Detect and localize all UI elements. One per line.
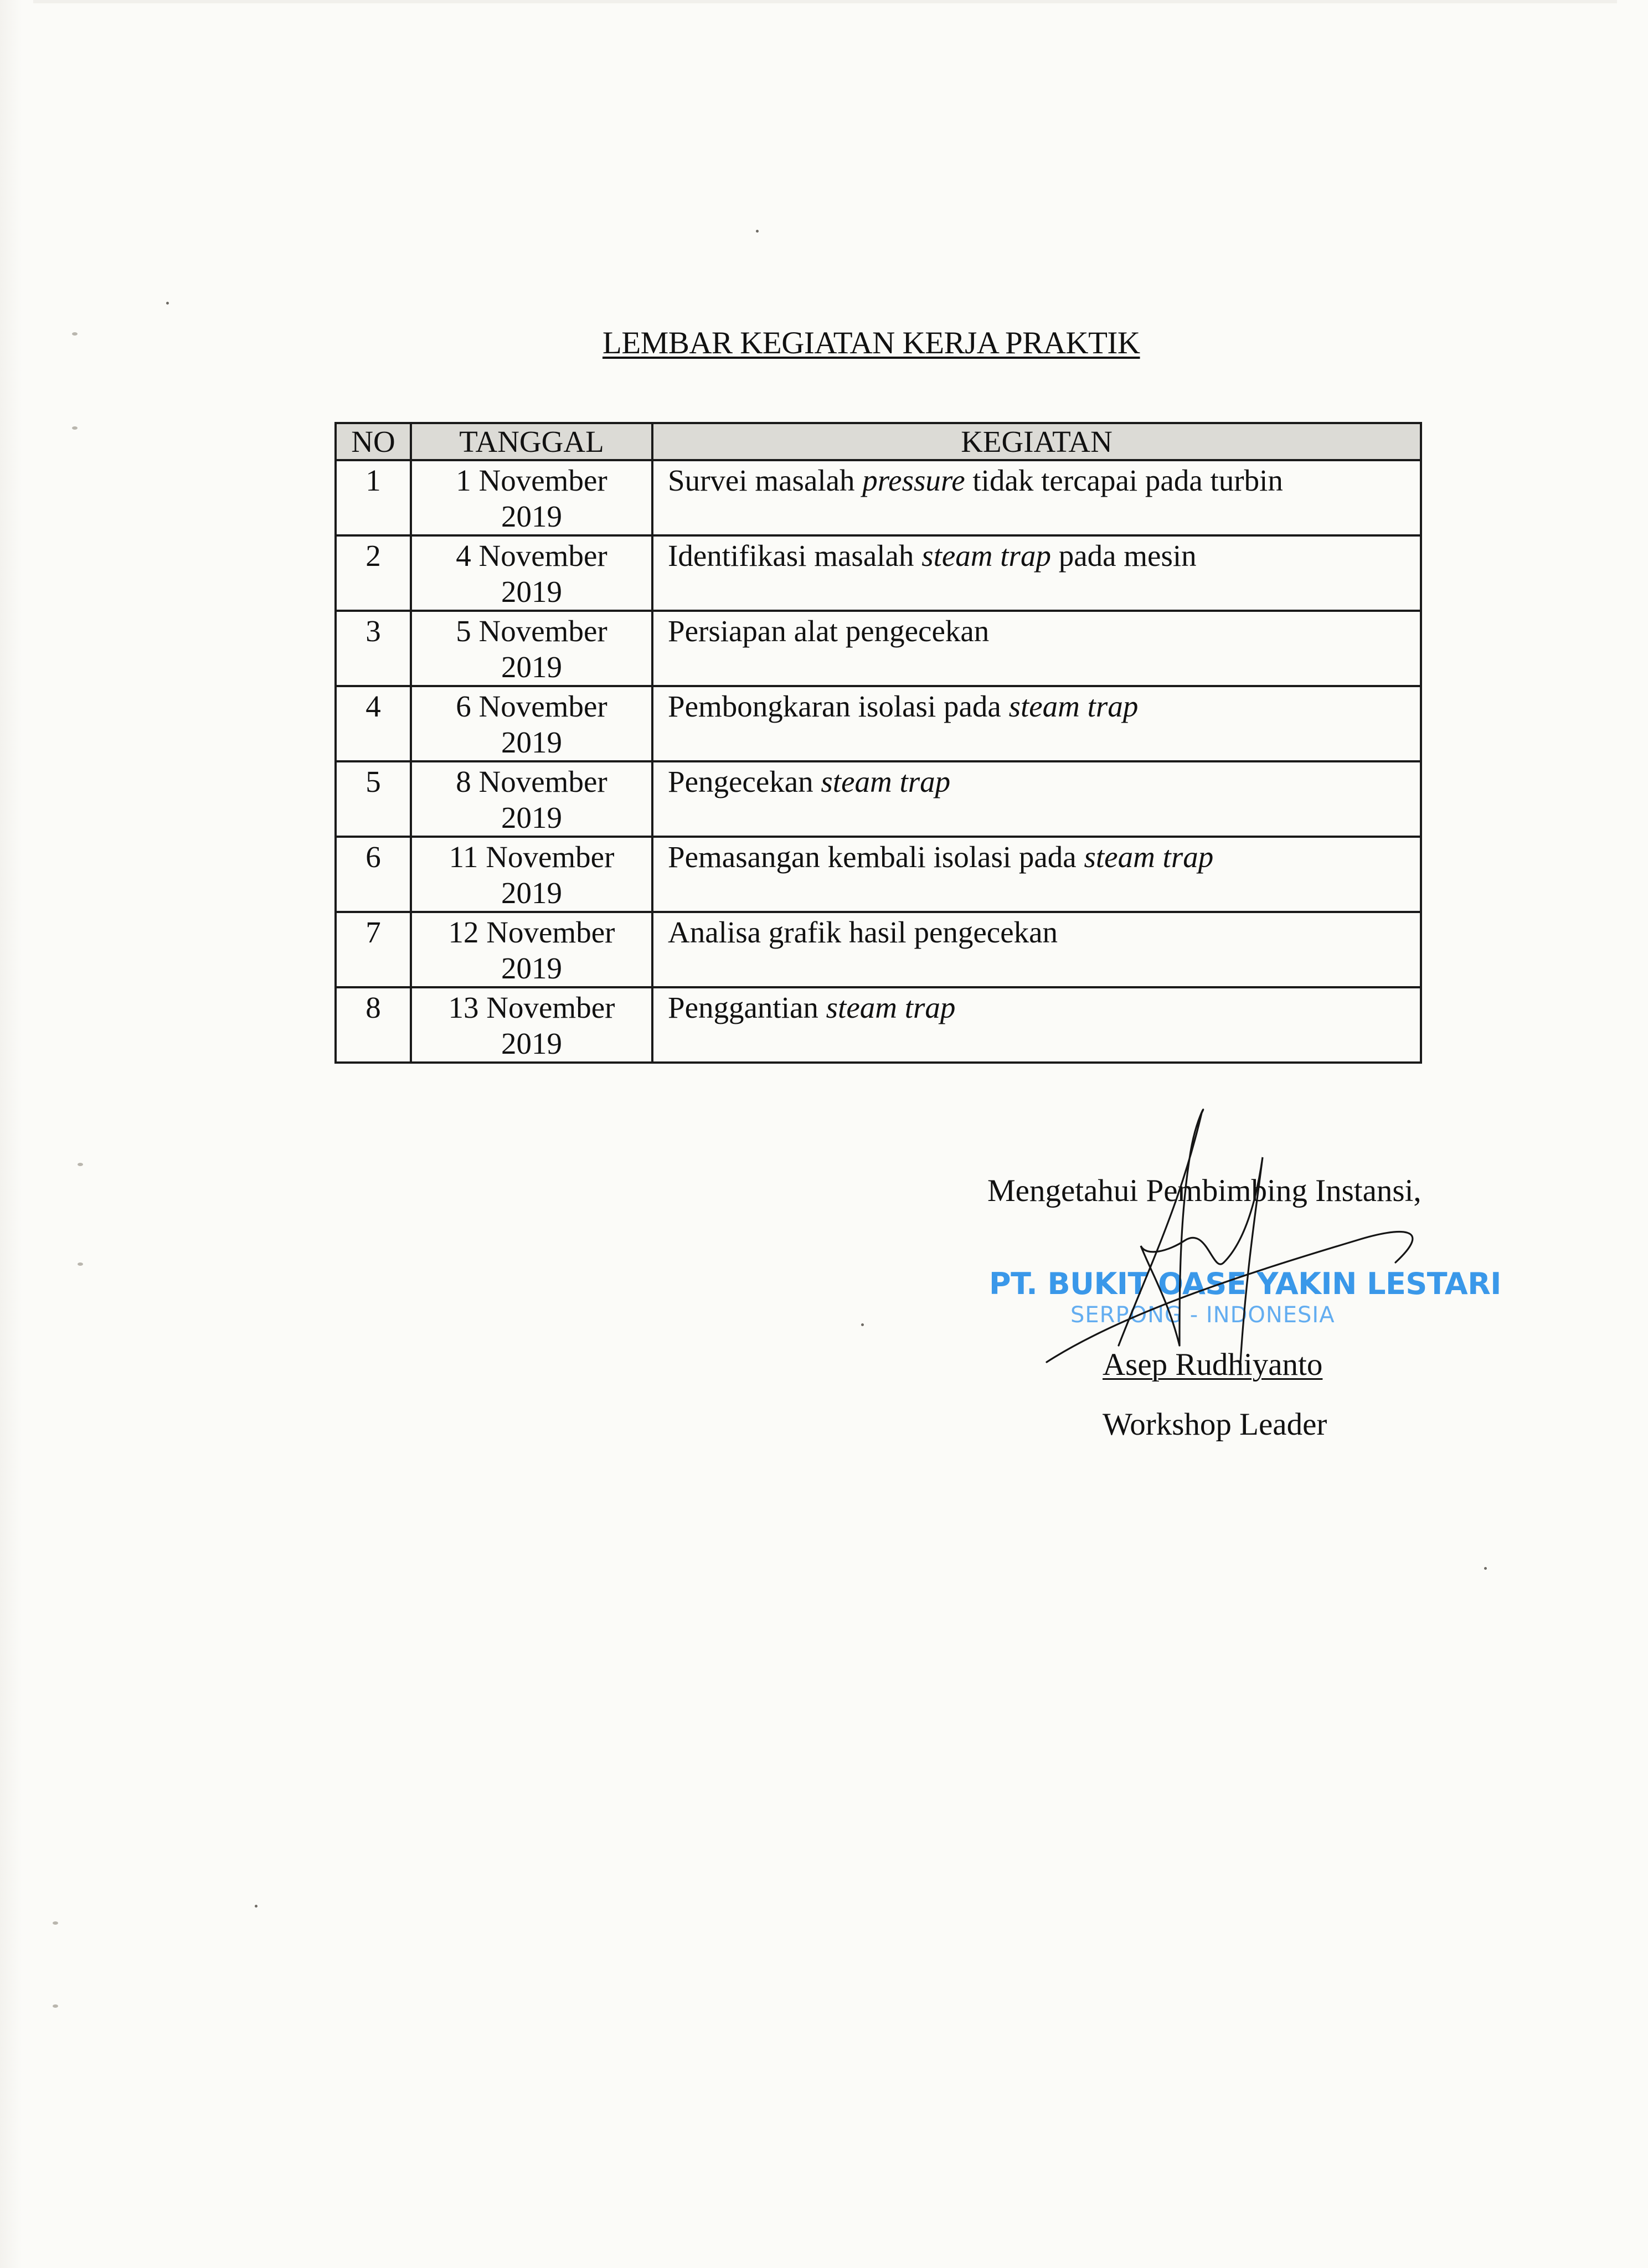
row-date-day-month: 4 November bbox=[456, 539, 607, 573]
punch-mark bbox=[72, 332, 78, 336]
activity-text: Analisa grafik hasil pengecekan bbox=[668, 915, 1058, 949]
row-date bbox=[411, 987, 652, 1063]
table-row bbox=[336, 611, 1421, 686]
signer-role: Workshop Leader bbox=[1103, 1407, 1327, 1442]
row-activity bbox=[652, 460, 1421, 535]
row-activity bbox=[652, 912, 1421, 987]
row-date-day-month: 8 November bbox=[456, 765, 607, 798]
punch-mark bbox=[53, 1921, 58, 1925]
row-number: 7 bbox=[336, 912, 411, 987]
row-date-year: 2019 bbox=[501, 575, 562, 609]
row-number: 8 bbox=[336, 987, 411, 1063]
table-row bbox=[336, 912, 1421, 987]
table-row bbox=[336, 987, 1421, 1063]
row-date bbox=[411, 611, 652, 686]
row-date bbox=[411, 460, 652, 535]
row-date bbox=[411, 686, 652, 761]
row-number: 6 bbox=[336, 837, 411, 912]
punch-mark bbox=[78, 1262, 83, 1266]
punch-mark bbox=[78, 1163, 83, 1166]
row-date-year: 2019 bbox=[501, 951, 562, 985]
row-activity bbox=[652, 611, 1421, 686]
row-date-day-month: 11 November bbox=[449, 840, 615, 874]
header-no: NO bbox=[336, 423, 411, 460]
handwritten-signature bbox=[1013, 1107, 1434, 1373]
activity-table bbox=[334, 422, 1422, 1064]
row-date-year: 2019 bbox=[501, 650, 562, 684]
row-date bbox=[411, 837, 652, 912]
activity-term-italic: steam trap bbox=[821, 765, 951, 798]
scan-speck bbox=[861, 1323, 864, 1326]
activity-text: Persiapan alat pengecekan bbox=[668, 614, 990, 648]
table-row bbox=[336, 535, 1421, 611]
row-number: 3 bbox=[336, 611, 411, 686]
row-date-day-month: 6 November bbox=[456, 689, 607, 723]
company-stamp-name: PT. BUKIT OASE YAKIN LESTARI bbox=[989, 1266, 1501, 1301]
activity-text: Pengecekan bbox=[668, 765, 821, 798]
scan-speck bbox=[1484, 1567, 1487, 1570]
row-activity bbox=[652, 837, 1421, 912]
row-activity bbox=[652, 761, 1421, 837]
company-stamp-location: SERPONG - INDONESIA bbox=[1070, 1302, 1335, 1328]
row-number: 5 bbox=[336, 761, 411, 837]
row-date-day-month: 5 November bbox=[456, 614, 607, 648]
activity-term-italic: steam trap bbox=[1008, 689, 1139, 723]
activity-text-tail: tidak tercapai pada turbin bbox=[965, 463, 1283, 497]
row-date-year: 2019 bbox=[501, 801, 562, 834]
row-activity bbox=[652, 987, 1421, 1063]
activity-text: Pembongkaran isolasi pada bbox=[668, 689, 1009, 723]
row-date bbox=[411, 912, 652, 987]
row-number: 2 bbox=[336, 535, 411, 611]
activity-text: Pemasangan kembali isolasi pada bbox=[668, 840, 1084, 874]
header-activity: KEGIATAN bbox=[652, 423, 1421, 460]
scan-speck bbox=[756, 230, 759, 233]
row-date-day-month: 13 November bbox=[448, 991, 615, 1024]
table-header-row bbox=[336, 423, 1421, 460]
row-activity bbox=[652, 535, 1421, 611]
punch-mark bbox=[72, 426, 78, 430]
approval-label: Mengetahui Pembimbing Instansi, bbox=[987, 1173, 1422, 1208]
row-number: 1 bbox=[336, 460, 411, 535]
row-date-year: 2019 bbox=[501, 876, 562, 910]
scan-speck bbox=[255, 1905, 258, 1908]
punch-mark bbox=[53, 2004, 58, 2008]
activity-text-tail: pada mesin bbox=[1050, 539, 1197, 573]
row-date-year: 2019 bbox=[501, 499, 562, 533]
table-row bbox=[336, 837, 1421, 912]
row-date-year: 2019 bbox=[501, 725, 562, 759]
header-date: TANGGAL bbox=[411, 423, 652, 460]
activity-term-italic: steam trap bbox=[1084, 840, 1214, 874]
activity-text: Survei masalah bbox=[668, 463, 863, 497]
signer-name: Asep Rudhiyanto bbox=[1103, 1347, 1323, 1382]
scan-edge-top bbox=[33, 0, 1617, 3]
activity-term-italic: steam trap bbox=[921, 539, 1051, 573]
row-date bbox=[411, 761, 652, 837]
activity-term-italic: steam trap bbox=[826, 991, 956, 1024]
row-date-day-month: 12 November bbox=[448, 915, 615, 949]
row-date-year: 2019 bbox=[501, 1027, 562, 1060]
activity-text: Identifikasi masalah bbox=[668, 539, 922, 573]
document-title: LEMBAR KEGIATAN KERJA PRAKTIK bbox=[602, 326, 1140, 360]
table-row bbox=[336, 761, 1421, 837]
row-activity bbox=[652, 686, 1421, 761]
activity-text: Penggantian bbox=[668, 991, 826, 1024]
table-row bbox=[336, 686, 1421, 761]
activity-term-italic: pressure bbox=[862, 463, 965, 497]
scan-speck bbox=[166, 302, 169, 305]
row-date-day-month: 1 November bbox=[456, 463, 607, 497]
scan-edge-left bbox=[0, 0, 22, 2268]
row-number: 4 bbox=[336, 686, 411, 761]
table-row bbox=[336, 460, 1421, 535]
row-date bbox=[411, 535, 652, 611]
